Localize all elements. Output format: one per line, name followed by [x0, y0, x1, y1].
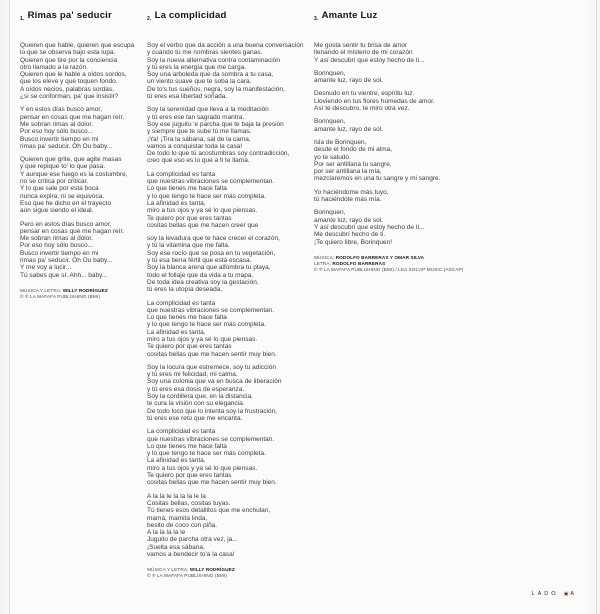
- lyric-line: Me gusta sentir tu brisa de amor: [314, 42, 408, 49]
- lyric-line: Soy la cordillera que, en la distancia,: [147, 393, 253, 401]
- lyric-line: que nuestras vibraciones se complementan.: [147, 435, 275, 443]
- lyric-line: no se critica por criticar.: [20, 178, 89, 186]
- stanza: [20, 42, 146, 100]
- lyric-line: Pero en estos días busco amor,: [20, 220, 112, 228]
- side-label: [532, 590, 574, 598]
- lyric-line: Te quiero por que eres tantas: [147, 343, 232, 351]
- lyric-line: y tú eres esa dosis de esperanza.: [147, 385, 245, 393]
- credits-block: [314, 255, 464, 273]
- lyric-line: Quieren que grite, que agite masas: [20, 156, 122, 164]
- lyric-line: Cositas bellas, cositas tuyas.: [147, 499, 231, 507]
- lyric-line: que los eleve y que toquen fondo.: [20, 78, 118, 86]
- stanza: [147, 171, 319, 229]
- lyrics-block: [20, 42, 146, 279]
- lyric-line: miro a tus ojos y ya sé lo que piensas.: [147, 207, 258, 215]
- lyric-line: que nuestras vibraciones se complementan.: [147, 178, 275, 186]
- lyric-line: y siempre que te sube tú me llamas.: [147, 128, 252, 136]
- lyric-line: ¡Suelta esa sábana,: [147, 543, 205, 551]
- stanza: [314, 70, 464, 85]
- lyric-line: cositas bellas que me hacen sentir muy bien.: [147, 479, 277, 487]
- lyric-line: Soy ese rocío que se posa en tu vegetación,: [147, 249, 276, 257]
- lyric-line: Por eso hoy sólo busco...: [20, 242, 93, 250]
- lyric-line: y tú esa tierra fértil que está escasa.: [147, 257, 252, 265]
- lyric-line: Y aunque ese fuego es la costumbre,: [20, 170, 128, 178]
- credit-line: © ℗ LA MAFAFA PUBLISHING (BMI): [147, 573, 227, 579]
- lyric-line: Y así descubrí que estoy hecho de ti...: [314, 223, 425, 231]
- stanza: [147, 235, 319, 293]
- lyric-line: mamá, mamita linda,: [147, 514, 208, 522]
- lyric-line: Soy la serenidad que lleva a la meditación: [147, 106, 269, 114]
- credit-line: MÚSICA Y LETRA: WILLY RODRÍGUEZ: [20, 287, 108, 293]
- song-title-text: Amante Luz: [321, 10, 378, 21]
- star-icon: ★: [563, 591, 570, 598]
- lyric-line: lo que se observa bajo esta lupa.: [20, 49, 116, 57]
- lyric-line: A la la la la le: [147, 529, 186, 537]
- lyric-line: mezclaremos en una tu sangre y mi sangre.: [314, 175, 441, 183]
- lyric-line: La afinidad es tanta,: [147, 199, 206, 207]
- stanza: [147, 493, 319, 559]
- song-title: [20, 10, 146, 21]
- side-label-text: LADO: [531, 591, 559, 597]
- credit-line: © ℗ LA MAFAFA PUBLISHING (BMI) / LEA SOCAP MUSIC (ASCAP): [314, 266, 464, 272]
- lyric-line: cositas bellas que me hacen sentir muy bien.: [147, 350, 277, 358]
- lyric-line: tú haciéndote más mía.: [314, 196, 382, 204]
- lyric-line: Así te descubro, te miro otra vez.: [314, 105, 410, 113]
- lyric-line: Lo que tienes me hace falta: [147, 185, 227, 193]
- lyric-line: De toda idea creativa soy la gestación,: [147, 278, 259, 286]
- song-title-text: La complicidad: [154, 10, 227, 21]
- left-edge-line: [9, 0, 10, 614]
- lyric-line: tú eres esa libertad soñada.: [147, 93, 228, 101]
- lyric-line: Tú tienes esos detallitos que me enchulan,: [147, 507, 271, 515]
- lyric-line: aún sigue siendo el ideal.: [20, 207, 94, 215]
- credit-line: LETRA: RODOLFO BARRERAS: [314, 260, 386, 266]
- stanza: [314, 42, 464, 64]
- stanza: [20, 221, 146, 279]
- lyric-line: amante luz, rayo de sol.: [314, 125, 384, 133]
- lyric-line: te cura la visión con su elegancia.: [147, 400, 245, 408]
- lyric-line: desde el fondo de mi alma,: [314, 146, 393, 154]
- lyric-line: ¿si se conforman, pa' que insistir?: [20, 93, 119, 101]
- lyric-line: La afinidad es tanta,: [147, 328, 206, 336]
- lyric-line: rimas pa' seducir. Oh Ou baby...: [20, 257, 113, 265]
- lyric-line: De todo loco que lo intenta soy la frustración,: [147, 407, 278, 415]
- lyric-line: A oídos necios, palabras sordas,: [20, 85, 114, 93]
- lyric-line: por ser antillana la mía,: [314, 168, 382, 176]
- stanza: [314, 139, 464, 183]
- lyric-line: y que repique to' lo que pasa.: [20, 163, 106, 171]
- lyric-line: Busco invertir tiempo en mi: [20, 249, 99, 257]
- lyric-line: Te quiero por que eres tantas: [147, 214, 232, 222]
- lyric-line: Soy una arboleda que da sombra a tu casa,: [147, 71, 274, 79]
- stanza: [147, 42, 319, 100]
- lyric-line: La afinidad es tanta,: [147, 457, 206, 465]
- lyric-line: Me sobran rimas al dolor.: [20, 120, 93, 128]
- lyric-line: miro a tus ojos y ya sé lo que piensas.: [147, 464, 258, 472]
- lyric-line: Busco invertir tiempo en mi: [20, 135, 99, 143]
- lyric-line: Te quiero por que eres tantas: [147, 472, 232, 480]
- lyric-line: amante luz, rayo de sol.: [314, 77, 384, 85]
- lyric-line: tú eres ese reto que me encanta.: [147, 414, 243, 422]
- stanza: [147, 106, 319, 164]
- lyric-line: nunca expira, ni se equivoca.: [20, 192, 105, 200]
- lyric-line: Eso que he dicho en el trayecto: [20, 199, 112, 207]
- lyric-line: Borinquen,: [314, 118, 346, 126]
- lyric-line: todo el follaje que da vida a tu mapa.: [147, 271, 254, 279]
- lyric-line: Soy la nueva alternativa contra contaminación: [147, 56, 280, 64]
- credits-block: [147, 567, 319, 579]
- lyrics-block: [147, 42, 319, 558]
- lyric-line: soy la levadura que te hace crecer el corazón,: [147, 235, 280, 243]
- lyric-line: Borinquen,: [314, 209, 346, 217]
- lyric-line: un viento suave que te soba la cara.: [147, 78, 252, 86]
- lyric-line: pensar en cosas que me hagan reír.: [20, 227, 125, 235]
- stanza: [147, 364, 319, 422]
- lyric-line: otro llamado a la razón.: [20, 63, 88, 71]
- lyric-line: Juguito de parcha otra vez, ja...: [147, 536, 238, 544]
- lyric-line: De to's tus sueños, negra, soy la manifestación,: [147, 85, 285, 93]
- lyric-line: y tú eres la energía que me carga.: [147, 63, 247, 71]
- lyric-line: La complicidad es tanta: [147, 428, 216, 436]
- stanza: [20, 156, 146, 214]
- lyric-line: Isla de Borinquen,: [314, 138, 367, 146]
- lyric-line: y tú eres ese tan sagrado mantra.: [147, 113, 245, 121]
- lyric-line: y lo que tengo te hace ser más completa.: [147, 192, 266, 200]
- lyric-line: y cuando tú me nombras sientes ganas.: [147, 49, 263, 57]
- lyric-line: Por ser antillana tu sangre,: [314, 160, 392, 168]
- lyric-line: miro a tus ojos y ya sé lo que piensas.: [147, 335, 258, 343]
- credit-line: MÚSICA Y LETRA: WILLY RODRÍGUEZ: [147, 567, 235, 573]
- lyric-line: vamos a bendecir to'a la casa!: [147, 551, 235, 558]
- stanza: [314, 209, 464, 245]
- lyric-line: Me sobran rimas al dolor.: [20, 235, 93, 243]
- lyric-line: besito de coco con piña.: [147, 521, 218, 529]
- side-letter: A: [570, 591, 574, 597]
- lyric-line: tú eres la utopía deseada.: [147, 286, 223, 294]
- lyric-line: Y me voy a lucir...: [20, 264, 72, 272]
- lyric-line: y lo que tengo te hace ser más completa.: [147, 321, 266, 329]
- song-column-complicidad: [147, 10, 319, 579]
- lyric-line: Y lo que sale por esta boca: [20, 185, 99, 193]
- lyric-line: cositas bellas que me hacen creer que: [147, 221, 259, 229]
- stanza: [20, 106, 146, 150]
- right-edge-line: [596, 0, 597, 614]
- lyric-line: La complicidad es tanta: [147, 299, 216, 307]
- song-title-text: Rimas pa' seducir: [27, 10, 112, 21]
- lyric-line: Quieren que hable, quieren que escupa: [20, 42, 135, 49]
- lyric-line: creo que eso es lo que a ti te llama.: [147, 157, 250, 165]
- lyric-line: Desnudo en tu vientre, espíritu luz.: [314, 90, 415, 98]
- credit-line: © ℗ LA MAFAFA PUBLISHING (BMI): [20, 293, 100, 299]
- lyric-line: y lo que tengo te hace ser más completa.: [147, 450, 266, 458]
- lyric-line: Soy una colonia que va en busca de liberación: [147, 378, 282, 386]
- song-title: [147, 10, 319, 21]
- lyric-line: Soy ese juguito 'e parcha que te baja la presión: [147, 120, 284, 128]
- lyric-line: ¡Te quiero libre, Borinquen!: [314, 238, 393, 246]
- track-number: 1.: [20, 16, 25, 22]
- lyric-line: Y en estos días busco amor,: [20, 106, 102, 114]
- song-column-rimas: [20, 10, 146, 300]
- lyric-line: llenando el misterio de mi corazón: [314, 49, 413, 57]
- lyric-line: Lloviendo en tus flores húmedas de amor.: [314, 97, 435, 105]
- lyric-line: Y así descubrí que estoy hecho de ti...: [314, 56, 425, 64]
- lyrics-block: [314, 42, 464, 246]
- song-title: [314, 10, 464, 21]
- lyric-line: Quieren que le hable a oídos sordos,: [20, 71, 127, 79]
- stanza: [147, 428, 319, 486]
- lyric-line: Soy la locura que estremece, soy tu adicción: [147, 363, 276, 371]
- lyric-line: Soy el verbo que da acción a una buena conversación: [147, 42, 304, 49]
- lyric-line: Me descubrí hecho de ti.: [314, 231, 386, 239]
- lyric-line: y tú la vitamina que me falta.: [147, 242, 230, 250]
- lyric-line: rimas pa' seducir. Oh Ou baby...: [20, 142, 113, 150]
- lyric-line: Lo que tienes me hace falta: [147, 442, 227, 450]
- lyric-line: Tú sabes que sí. Ahh... baby...: [20, 271, 108, 279]
- lyric-line: Quieren que tire por la conciencia: [20, 56, 118, 64]
- credit-line: MÚSICA: RODOLFO BARRERAS Y OMAR SILVA: [314, 254, 425, 260]
- stanza: [147, 300, 319, 358]
- credits-block: [20, 288, 146, 300]
- song-column-amante-luz: [314, 10, 464, 273]
- lyric-line: yo te saludo.: [314, 153, 351, 161]
- lyric-line: vamos a conquistar toda la casa!: [147, 142, 243, 150]
- lyric-line: Por eso hoy sólo busco...: [20, 128, 93, 136]
- lyric-line: La complicidad es tanta: [147, 170, 216, 178]
- lyric-line: Soy la blanca arena que alfombra tu playa,: [147, 264, 271, 272]
- lyric-line: A la la le la la la le la: [147, 492, 206, 500]
- lyric-line: que nuestras vibraciones se complementan.: [147, 306, 275, 314]
- lyric-line: Yo haciéndome más tuyo,: [314, 188, 389, 196]
- stanza: [314, 118, 464, 133]
- lyric-line: ¡Ya! ¡Tira la sábana, sal de la cama,: [147, 135, 251, 143]
- lyric-line: Borinquen,: [314, 69, 346, 77]
- stanza: [314, 189, 464, 204]
- track-number: 3.: [314, 16, 319, 22]
- lyric-line: y tú eres mi felicidad, mi calma.: [147, 371, 238, 379]
- lyric-line: pensar en cosas que me hagan reír.: [20, 113, 125, 121]
- lyric-line: De todo lo que tú acostumbras soy contradicción,: [147, 150, 290, 158]
- stanza: [314, 90, 464, 112]
- lyric-line: amante luz, rayo de sol.: [314, 216, 384, 224]
- track-number: 2.: [147, 16, 152, 22]
- lyric-line: Lo que tienes me hace falta: [147, 314, 227, 322]
